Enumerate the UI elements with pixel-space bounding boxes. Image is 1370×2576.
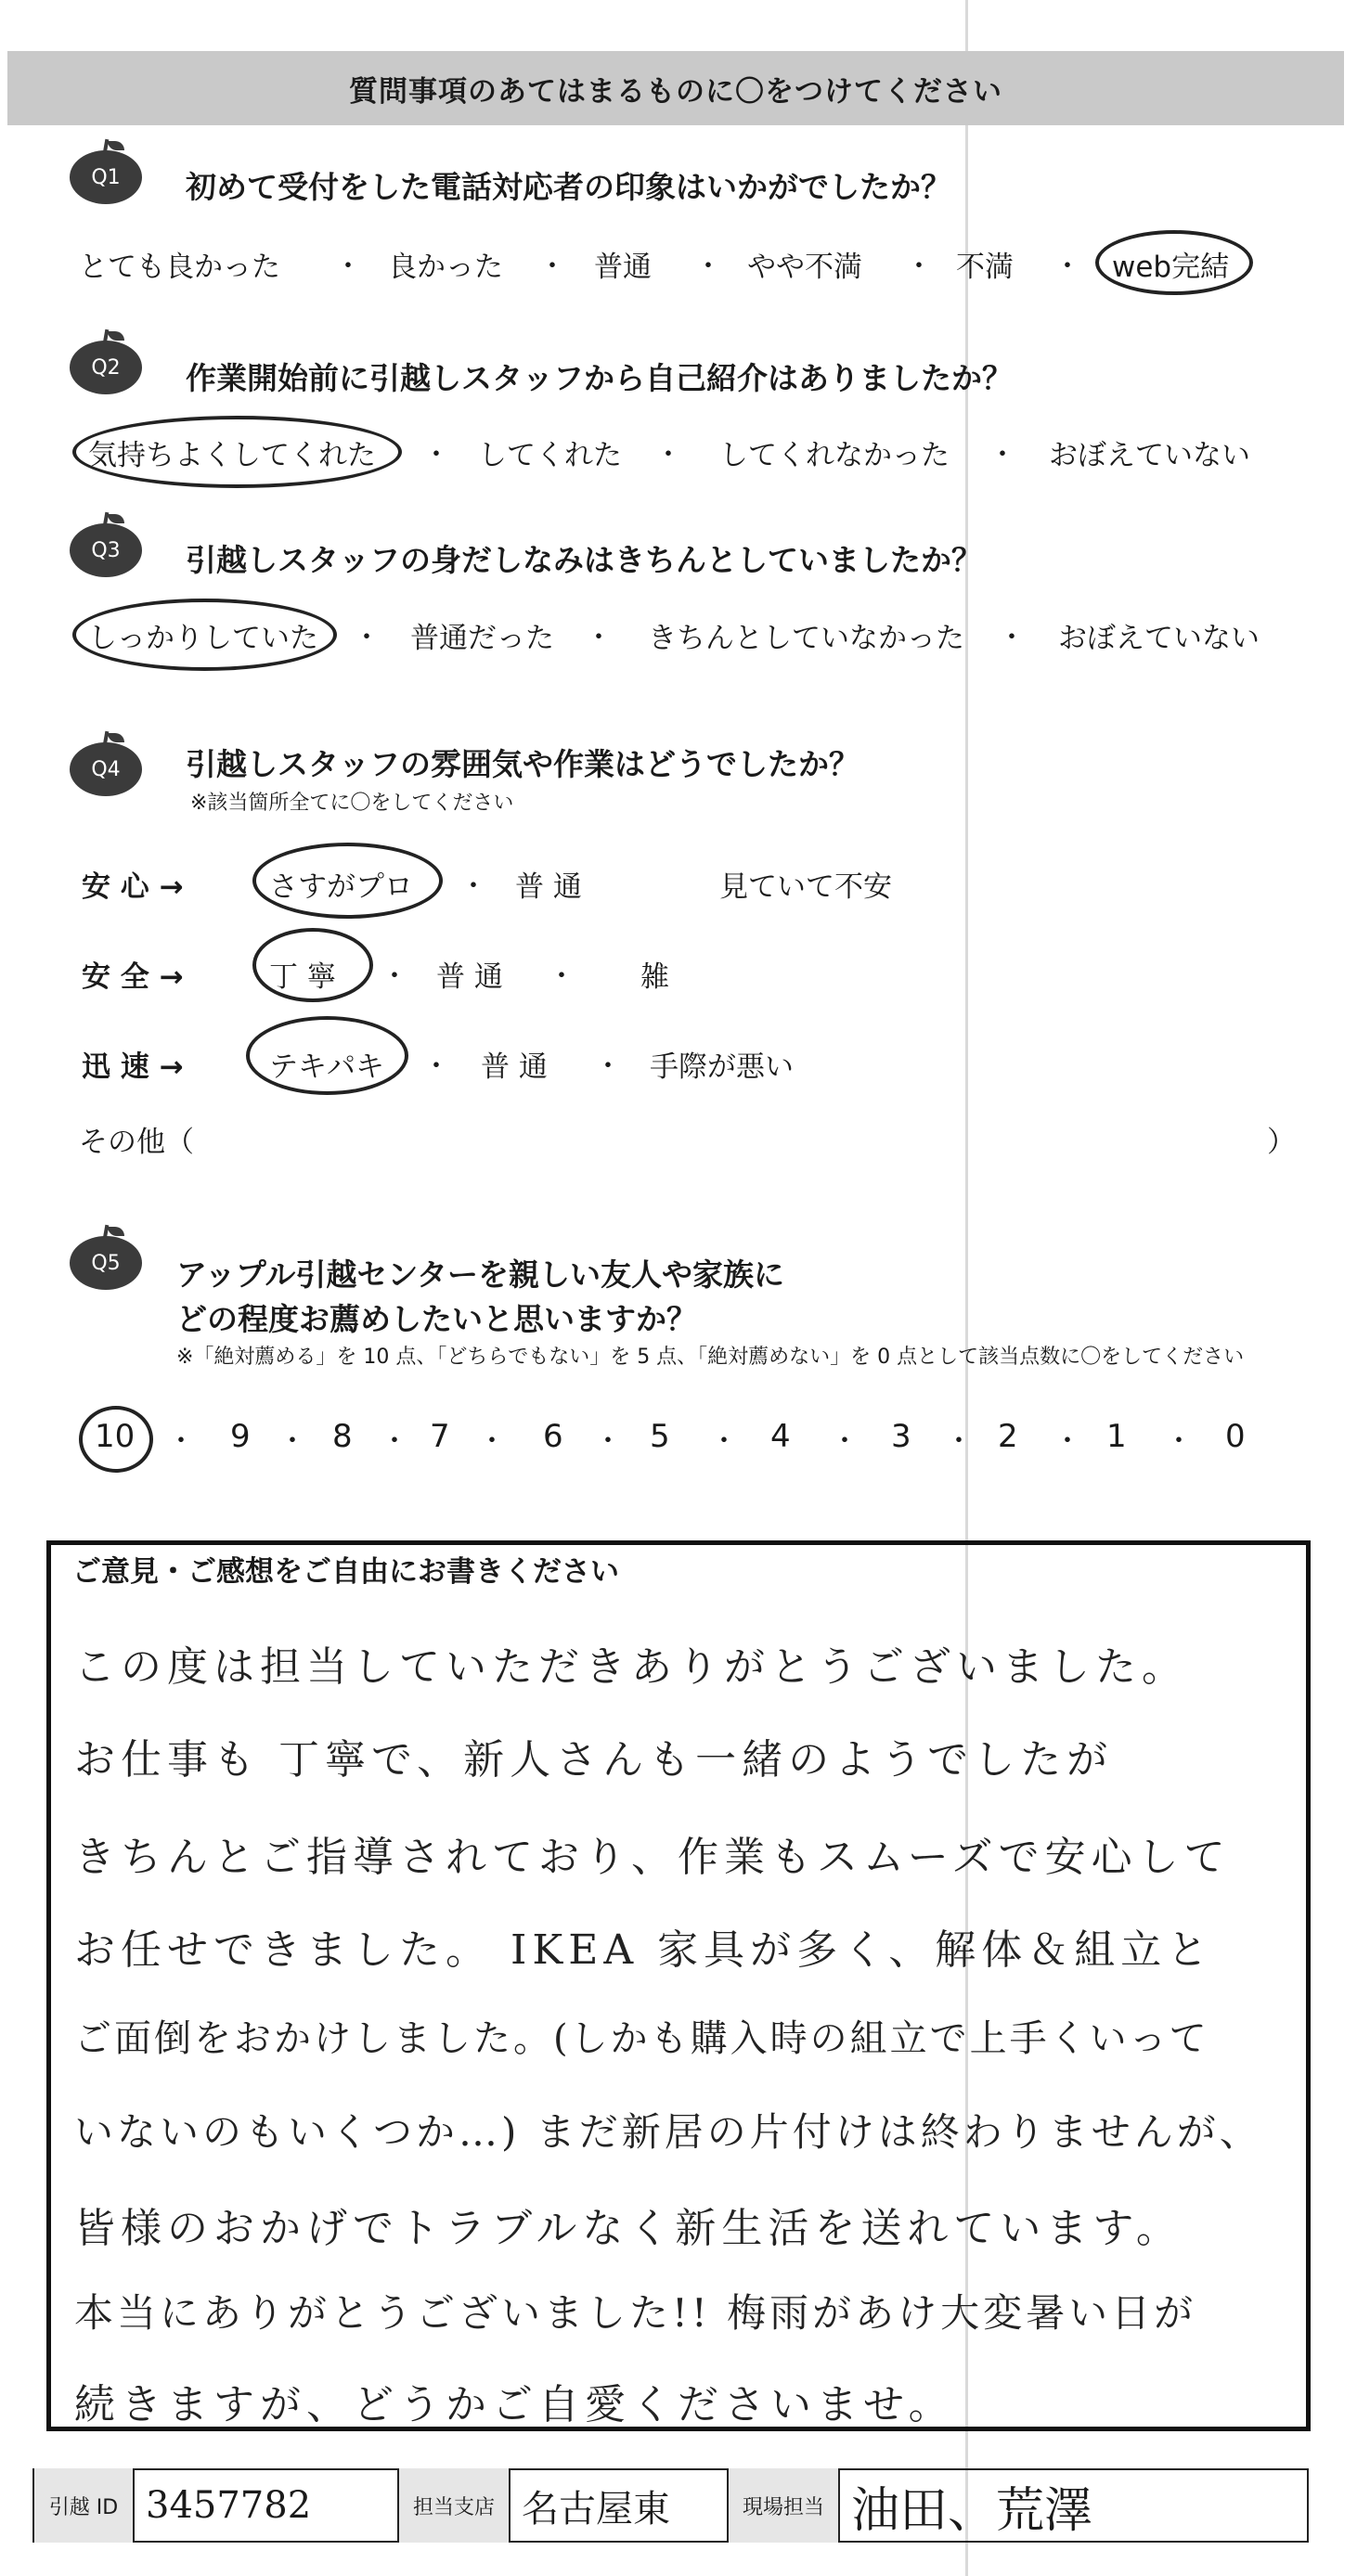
comment-line: ご面倒をおかけしました。(しかも購入時の組立で上手くいって	[74, 2017, 1209, 2060]
q2-question: 作業開始前に引越しスタッフから自己紹介はありましたか？	[186, 360, 1013, 396]
q5-question-line2: どの程度お薦めしたいと思いますか？	[176, 1301, 697, 1337]
header-text: 質問事項のあてはまるものに〇をつけてください	[349, 74, 1002, 109]
q4-option[interactable]: 普 通	[481, 1050, 548, 1084]
q5-score-option[interactable]: 0	[1225, 1418, 1246, 1455]
q4-anshin-selection-circle	[252, 843, 443, 919]
comment-line: 皆様のおかげでトラブルなく新生活を送れています。	[74, 2205, 1183, 2252]
q1-option-selected[interactable]: web完結	[1112, 251, 1230, 284]
q5-score-option[interactable]: 2	[998, 1418, 1018, 1455]
q2-badge-label: Q2	[91, 355, 121, 380]
footer-branch-label: 担当支店	[399, 2468, 511, 2543]
q5-score-option[interactable]: 4	[770, 1418, 791, 1455]
form-header	[7, 51, 1344, 125]
footer-id-label: 引越 ID	[34, 2468, 135, 2543]
comment-line: 続きますが、どうかご自愛くださいませ。	[74, 2381, 955, 2428]
q1-option[interactable]: 良かった	[388, 251, 503, 284]
comment-line: きちんとご指導されており、作業もスムーズで安心して	[74, 1834, 1231, 1881]
q2-option[interactable]: おぼえていない	[1049, 439, 1250, 472]
q4-row-label-jinsoku: 迅 速 →	[82, 1050, 184, 1084]
q5-score-option[interactable]: 7	[430, 1418, 450, 1455]
q4-row-label-anshin: 安 心 →	[82, 870, 184, 904]
q3-option[interactable]: おぼえていない	[1058, 622, 1260, 655]
q3-apple-icon	[70, 512, 142, 577]
q4-option[interactable]: 見ていて不安	[719, 870, 892, 904]
q5-score-option[interactable]: 8	[332, 1418, 353, 1455]
q2-option-selected[interactable]: 気持ちよくしてくれた	[88, 439, 376, 472]
q2-apple-icon	[70, 329, 142, 394]
q4-option-selected[interactable]: 丁 寧	[269, 960, 336, 994]
q5-score-option[interactable]: 6	[543, 1418, 563, 1455]
q5-score-option[interactable]: 3	[891, 1418, 911, 1455]
q1-option[interactable]: やや不満	[747, 251, 862, 284]
comment-line: お任せできました。 IKEA 家具が多く、解体＆組立と	[74, 1926, 1214, 1974]
q3-selection-circle	[72, 599, 337, 671]
q4-option[interactable]: 手際が悪い	[650, 1050, 794, 1084]
footer-id-value: 3457782	[135, 2468, 399, 2543]
q1-apple-icon	[70, 139, 142, 204]
footer-branch-value: 名古屋東	[511, 2468, 729, 2543]
q5-score-option[interactable]: 1	[1106, 1418, 1127, 1455]
q5-question-line1: アップル引越センターを親しい友人や家族に	[176, 1256, 785, 1293]
q1-badge-label: Q1	[91, 165, 121, 189]
q1-question: 初めて受付をした電話対応者の印象はいかがでしたか？	[186, 169, 951, 205]
q1-selection-circle	[1095, 230, 1253, 295]
q5-selection-circle	[79, 1406, 153, 1473]
q1-option[interactable]: 不満	[956, 251, 1014, 284]
q2-option[interactable]: してくれた	[478, 439, 622, 472]
q5-badge-label: Q5	[91, 1251, 121, 1275]
q4-option-selected[interactable]: さすがプロ	[269, 870, 413, 904]
q4-apple-icon	[70, 731, 142, 796]
comment-line: お仕事も 丁寧で、新人さんも一緒のようでしたが	[74, 1736, 1114, 1784]
q4-row-label-anzen: 安 全 →	[82, 960, 184, 994]
q4-anzen-selection-circle	[252, 928, 373, 1002]
comment-line: いないのもいくつか…) まだ新居の片付けは終わりませんが、	[74, 2109, 1262, 2155]
footer-staff-label: 現場担当	[729, 2468, 840, 2543]
q4-option-selected[interactable]: テキパキ	[269, 1050, 384, 1084]
q3-badge-label: Q3	[91, 538, 121, 562]
q1-option[interactable]: とても良かった	[79, 251, 280, 284]
footer-staff-value: 油田、荒澤	[851, 2482, 1093, 2539]
q4-note: ※該当箇所全てに〇をしてください	[190, 792, 514, 815]
q3-question: 引越しスタッフの身だしなみはきちんとしていましたか？	[186, 542, 982, 578]
q3-option[interactable]: 普通だった	[410, 622, 554, 655]
q4-badge-label: Q4	[91, 757, 121, 781]
q4-option[interactable]: 雑	[640, 960, 669, 994]
q4-option[interactable]: 普 通	[515, 870, 582, 904]
q3-option[interactable]: きちんとしていなかった	[648, 622, 964, 655]
comment-line: この度は担当していただきありがとうございました。	[74, 1643, 1188, 1691]
q5-apple-icon	[70, 1225, 142, 1290]
q3-option-selected[interactable]: しっかりしていた	[88, 622, 318, 655]
q2-option[interactable]: してくれなかった	[719, 439, 950, 472]
q5-score-option[interactable]: 5	[650, 1418, 670, 1455]
q4-other-close: ）	[1267, 1126, 1296, 1159]
q4-question: 引越しスタッフの雰囲気や作業はどうでしたか？	[186, 746, 859, 782]
comment-line: 本当にありがとうございました!! 梅雨があけ大変暑い日が	[74, 2290, 1197, 2336]
q4-other-label: その他（	[79, 1126, 194, 1159]
q2-selection-circle	[72, 416, 402, 488]
q4-jinsoku-selection-circle	[246, 1016, 408, 1095]
q4-option[interactable]: 普 通	[436, 960, 503, 994]
q5-score-option[interactable]: 10	[95, 1418, 136, 1455]
q5-score-option[interactable]: 9	[230, 1418, 251, 1455]
q1-option[interactable]: 普通	[594, 251, 652, 284]
comment-title: ご意見・ご感想をご自由にお書きください	[72, 1555, 619, 1589]
q5-note: ※「絶対薦める」を 10 点、「どちらでもない」を 5 点、「絶対薦めない」を 0 点として該当点数に〇をしてください	[176, 1346, 1245, 1369]
